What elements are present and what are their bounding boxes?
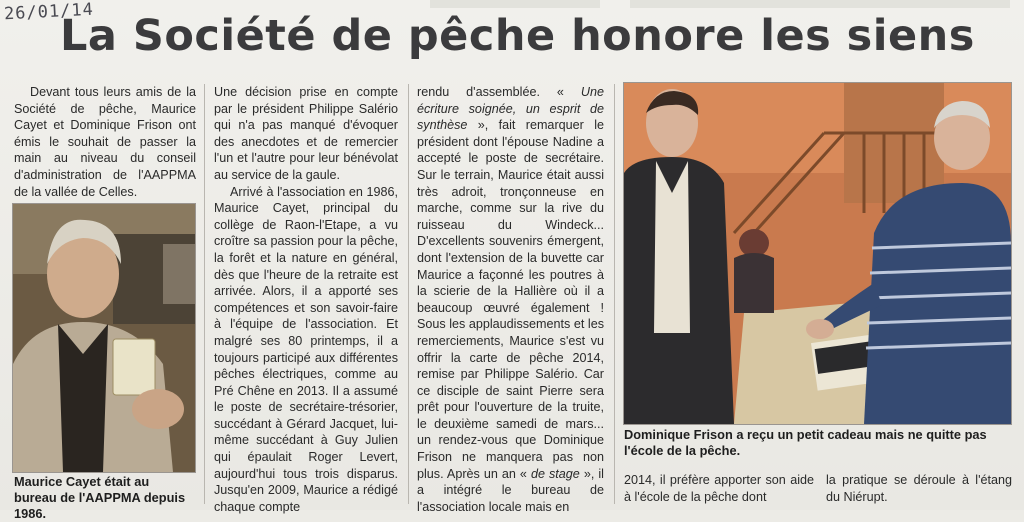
photo-image <box>13 204 195 472</box>
column-rule <box>614 84 615 504</box>
paragraph: Arrivé à l'association en 1986, Maurice Cayet, principal du collège de Raon-l'Etape, a vu croître sa passion pour la pêche, la forêt et la nature en général, dès que l'heure de la retraite est arrivée. Alors, il a apporté ses compétences et son savoir-faire à l'équipe de l'association. Et malgré ses 80 printemps, il a toujours participé aux différentes pêches électriques, comme au Pré Chêne en 2013. Il a assumé le poste de secrétaire-trésorier, succédant à Gérard Jacquet, lui-même succédant à Guy Julien qui épaulait Roger Levert, aujourd'hui tous trois disparus. Jusqu'en 2009, Maurice a rédigé chaque compte <box>214 184 398 514</box>
headline: La Société de pêche honore les siens <box>60 11 975 61</box>
photo-image <box>624 83 1011 424</box>
paragraph: Une décision prise en compte par le président Philippe Salério qui n'a pas manqué d'évoquer des anecdotes et de remercier l'un et l'autre pour leur bénévolat au service de la gaule. <box>214 85 398 182</box>
paragraph: 2014, il préfère apporter son aide à l'école de la pêche dont <box>624 473 814 504</box>
caption-right: Dominique Frison a reçu un petit cadeau mais ne quitte pas l'école de la pêche. <box>624 427 987 458</box>
column-3-text <box>417 84 604 515</box>
column-rule <box>204 84 205 504</box>
top-bleed-right <box>630 0 1010 8</box>
paragraph: rendu d'assemblée. « Une écriture soignée, un esprit de synthèse », fait remarquer le président dont l'épouse Nadine a accepté le poste de secrétaire. Sur le terrain, Maurice était aussi très adroit, tronçonneuse en marche, comme sur la rive du ruisseau du Windeck... D'excellents souvenirs émergent, dont l'extension de la buvette car Maurice a façonné les poutres à la scierie de la Hallière où il a beaucoup œuvré également ! Sous les applaudissements et les remerciements, Maurice s'est vu offrir la carte de pêche 2014, remise par Philippe Salério. Car ce disciple de saint Pierre sera prêt pour l'ouverture de la truite, le deuxième samedi de mars... un rendez-vous que Dominique Frison ne manquera pas non plus. Après un an « de stage », il a intégré le bureau de l'association locale mais en <box>417 85 604 514</box>
top-bleed-left <box>430 0 600 8</box>
paragraph: Devant tous leurs amis de la Société de pêche, Maurice Cayet et Dominique Frison ont émis le souhait de passer la main au niveau du conseil d'administration de l'AAPPMA de la vallée de Celles. <box>14 85 196 199</box>
column-4-text <box>624 472 814 505</box>
paragraph: la pratique se déroule à l'étang du Niérupt. <box>826 473 1012 504</box>
caption-left: Maurice Cayet était au bureau de l'AAPPMA depuis 1986. <box>14 474 186 521</box>
column-5-text <box>826 472 1012 505</box>
column-2-text <box>214 84 398 515</box>
photo-maurice-cayet <box>12 203 196 473</box>
photo-dominique-frison <box>623 82 1012 425</box>
column-rule <box>408 84 409 504</box>
column-1-text <box>14 84 196 200</box>
handwritten-date: 26/01/14 <box>3 0 95 25</box>
